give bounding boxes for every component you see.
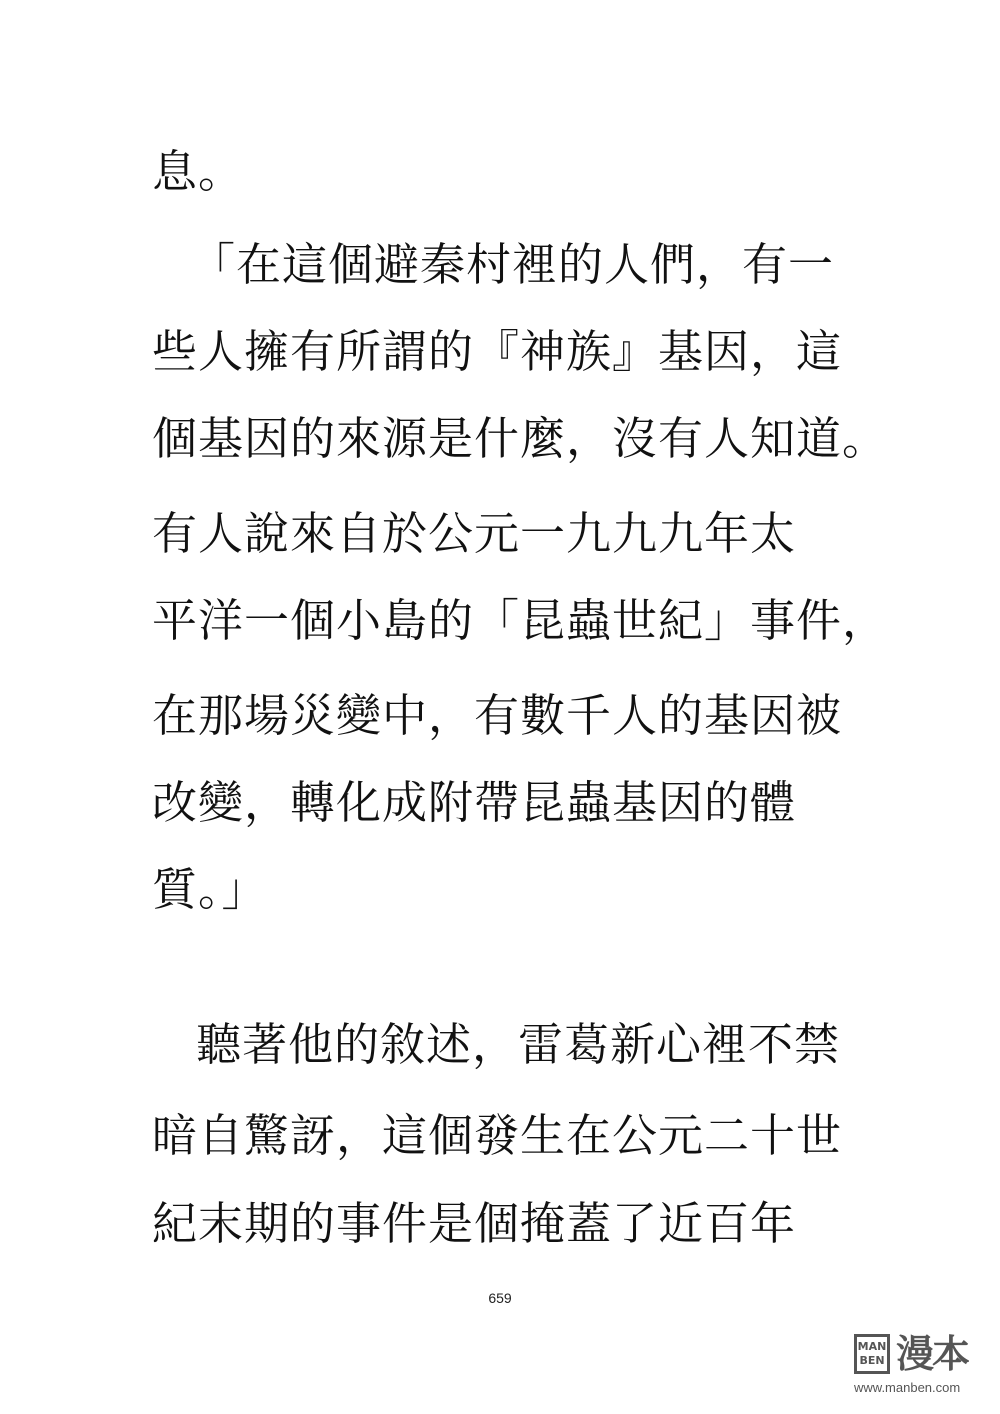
text-line: 紀末期的事件是個掩蓋了近百年 xyxy=(152,1197,797,1250)
watermark-logo-bottom: BEN xyxy=(859,1354,885,1367)
text-line: 暗自驚訝，這個發生在公元二十世 xyxy=(152,1109,843,1162)
watermark-logo xyxy=(854,1334,890,1374)
watermark-url: www.manben.com xyxy=(854,1380,961,1395)
watermark-chars: 漫本 xyxy=(896,1332,969,1376)
text-line: 「在這個避秦村裡的人們，有一 xyxy=(190,238,835,291)
watermark-logo-top: MAN xyxy=(857,1340,887,1353)
text-line: 在那場災變中，有數千人的基因被 xyxy=(152,689,843,742)
page-number: 659 xyxy=(488,1290,512,1306)
text-line: 個基因的來源是什麼，沒有人知道。 xyxy=(152,412,889,465)
text-line: 改變，轉化成附帶昆蟲基因的體 xyxy=(152,776,797,829)
watermark xyxy=(854,1334,988,1398)
text-line: 聽著他的敘述，雷葛新心裡不禁 xyxy=(196,1018,841,1071)
text-line: 平洋一個小島的「昆蟲世紀」事件， xyxy=(152,594,889,647)
text-line: 息。 xyxy=(152,145,245,198)
text-line: 些人擁有所謂的『神族』基因，這 xyxy=(152,325,843,378)
text-line: 質。」 xyxy=(152,863,268,916)
text-line: 有人說來自於公元一九九九年太 xyxy=(152,507,797,560)
